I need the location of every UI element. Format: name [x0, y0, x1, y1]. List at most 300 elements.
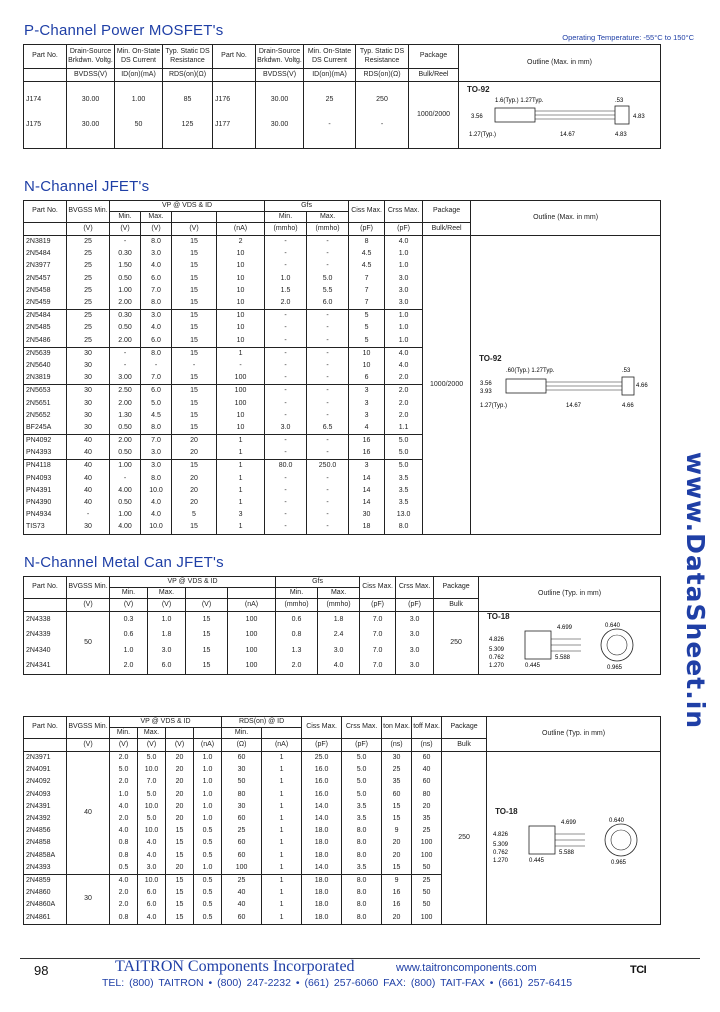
mcan2-r11-pn: 2N4860 [24, 887, 67, 899]
mcan2-r9-c5: 100 [222, 862, 262, 875]
njfet-u-4: (nA) [217, 223, 265, 236]
mcan2-r0-c6: 1 [262, 752, 302, 765]
mcan1-row [24, 612, 661, 628]
pmos-pkg-value: 1000/2000 [409, 82, 459, 149]
njfet-r1-c1: 25 [67, 248, 110, 260]
mcan2-r7-c6: 1 [262, 837, 302, 849]
mcan2-r0-c4: 1.0 [194, 752, 222, 765]
mcan2-sub-blank-3 [262, 728, 302, 739]
mcan2-r8-c7: 18.0 [302, 850, 342, 862]
mcan1-dim-7: 0.445 [524, 663, 540, 670]
njfet-r21-c6: - [265, 497, 307, 509]
njfet-r0-c9: 4.0 [385, 236, 423, 249]
mcan1-dim-2: 4.826 [488, 637, 504, 644]
mcan2-h-ciss: Ciss Max. [302, 717, 342, 739]
njfet-r1-c9: 1.0 [385, 248, 423, 260]
njfet-r6-c9: 1.0 [385, 310, 423, 323]
mcan1-r2-pn: 2N4340 [24, 643, 67, 658]
mcan1-r0-c6: 1.8 [318, 612, 360, 628]
njfet-r13-c0: 2N5651 [24, 397, 67, 409]
mcan2-r3-c1: 1.0 [110, 789, 138, 801]
mcan2-r4-c10: 20 [412, 801, 442, 813]
mcan2-r3-c8: 5.0 [342, 789, 382, 801]
njfet-r18-c9: 5.0 [385, 460, 423, 473]
njfet-r22-c4: 5 [172, 509, 217, 521]
mcan2-r10-c9: 9 [382, 874, 412, 887]
njfet-r12-c5: 100 [217, 385, 265, 398]
mcan1-h-bv: BVGSS Min. [67, 577, 110, 599]
pmos-table [23, 44, 661, 149]
njfet-r2-c1: 25 [67, 260, 110, 272]
njfet-h-ciss: Ciss Max. [349, 201, 385, 223]
mcan2-r11-c2: 6.0 [138, 887, 166, 899]
mcan2-r5-c6: 1 [262, 813, 302, 825]
mcan1-r0-c1: 0.3 [110, 612, 148, 628]
mcan2-r7-c3: 15 [166, 837, 194, 849]
mcan2-r0-c9: 30 [382, 752, 412, 765]
njfet-r7-c3: 4.0 [141, 322, 172, 334]
mcan2-r12-c3: 15 [166, 899, 194, 911]
mcan2-r5-c3: 20 [166, 813, 194, 825]
njfet-u-5: (mmho) [265, 223, 307, 236]
njfet-r5-c4: 15 [172, 297, 217, 310]
mcan2-u-6: (nA) [262, 739, 302, 752]
mcan2-r13-c4: 0.5 [194, 911, 222, 924]
njfet-r17-c5: 1 [217, 447, 265, 460]
njfet-r2-c3: 4.0 [141, 260, 172, 272]
pmos-r0-pn: J176 [213, 94, 256, 106]
mcan2-r1-pn: 2N4091 [24, 764, 67, 776]
njfet-r13-c2: 2.00 [110, 397, 141, 409]
njfet-r15-c0: BF245A [24, 422, 67, 435]
mcan1-u-7: (pF) [360, 599, 396, 612]
mcan2-r3-c3: 20 [166, 789, 194, 801]
njfet-r8-c8: 5 [349, 335, 385, 348]
mcan2-outline-label: TO-18 [495, 806, 518, 816]
njfet-sub-blank-2 [217, 212, 265, 223]
mcan2-r12-c2: 6.0 [138, 899, 166, 911]
mcan1-r2-c6: 3.0 [318, 643, 360, 658]
njfet-r20-c2: 4.00 [110, 485, 141, 497]
tci-logo: TCI [630, 964, 647, 976]
mcan2-r2-c4: 1.0 [194, 776, 222, 788]
njfet-r4-c3: 7.0 [141, 285, 172, 297]
mcan1-r0-c2: 1.0 [148, 612, 186, 628]
mcan2-h-vp: VP @ VDS & ID [110, 717, 222, 728]
njfet-r8-c2: 2.00 [110, 335, 141, 348]
mcan2-r4-c1: 4.0 [110, 801, 138, 813]
pmos-h-part: Part No. [24, 45, 67, 69]
pmos-dim-4: 1.27(Typ.) [468, 132, 496, 139]
njfet-r20-c0: PN4391 [24, 485, 67, 497]
pmos-l0-bv: 30.00 [67, 94, 115, 106]
njfet-r18-c2: 1.00 [110, 460, 141, 473]
njfet-r2-c8: 4.5 [349, 260, 385, 272]
njfet-r0-c0: 2N3819 [24, 236, 67, 249]
mcan1-bv-value: 50 [67, 612, 110, 675]
mcan1-h-part: Part No. [24, 577, 67, 599]
njfet-r9-c4: 15 [172, 347, 217, 360]
mcan2-dim-4: 5.309 [492, 841, 508, 848]
mcan1-r1-c7: 7.0 [360, 628, 396, 643]
mcan2-r11-c10: 50 [412, 887, 442, 899]
njfet-r6-c6: - [265, 310, 307, 323]
njfet-r20-c3: 10.0 [141, 485, 172, 497]
pmos-u-blank-2 [213, 69, 256, 82]
mcan2-r6-c8: 8.0 [342, 825, 382, 837]
njfet-r1-c5: 10 [217, 248, 265, 260]
njfet-r17-c3: 3.0 [141, 447, 172, 460]
njfet-r21-c7: - [307, 497, 349, 509]
mcan2-r4-c7: 14.0 [302, 801, 342, 813]
njfet-r21-c4: 20 [172, 497, 217, 509]
njfet-r2-c4: 15 [172, 260, 217, 272]
njfet-r2-c7: - [307, 260, 349, 272]
njfet-r11-c7: - [307, 372, 349, 385]
njfet-r1-c0: 2N5484 [24, 248, 67, 260]
mcan1-r1-pn: 2N4339 [24, 628, 67, 643]
mcan2-r9-c1: 0.5 [110, 862, 138, 875]
mcan2-r4-c4: 1.0 [194, 801, 222, 813]
njfet-r14-c1: 30 [67, 410, 110, 422]
mcan2-r0-c5: 60 [222, 752, 262, 765]
mcan2-r11-c3: 15 [166, 887, 194, 899]
mcan2-u-10: (ns) [412, 739, 442, 752]
njfet-r22-c1: - [67, 509, 110, 521]
mcan2-r7-c2: 4.0 [138, 837, 166, 849]
njfet-r9-c0: 2N5639 [24, 347, 67, 360]
njfet-r1-c6: - [265, 248, 307, 260]
njfet-r6-c2: 0.30 [110, 310, 141, 323]
njfet-u-7: (pF) [349, 223, 385, 236]
njfet-r2-c2: 1.50 [110, 260, 141, 272]
njfet-r5-c0: 2N5459 [24, 297, 67, 310]
njfet-r8-c1: 25 [67, 335, 110, 348]
mcan1-u-6: (mmho) [318, 599, 360, 612]
njfet-r18-c0: PN4118 [24, 460, 67, 473]
mcan2-r9-c6: 1 [262, 862, 302, 875]
njfet-table [23, 200, 661, 535]
mcan2-h-crss: Crss Max. [342, 717, 382, 739]
njfet-r23-c1: 30 [67, 521, 110, 534]
mcan2-r6-c5: 25 [222, 825, 262, 837]
mcan2-r6-c9: 9 [382, 825, 412, 837]
mcan2-u-9: (ns) [382, 739, 412, 752]
njfet-r2-c5: 10 [217, 260, 265, 272]
njfet-r18-c5: 1 [217, 460, 265, 473]
njfet-r7-c1: 25 [67, 322, 110, 334]
mcan1-r0-c3: 15 [186, 612, 228, 628]
pmos-dim-2: 3.56 [470, 114, 483, 121]
mcan1-u-1: (V) [110, 599, 148, 612]
njfet-row [24, 236, 661, 249]
njfet-r17-c1: 40 [67, 447, 110, 460]
njfet-r10-c6: - [265, 360, 307, 372]
mcan1-r1-c6: 2.4 [318, 628, 360, 643]
njfet-r8-c6: - [265, 335, 307, 348]
njfet-r2-c6: - [265, 260, 307, 272]
njfet-r4-c4: 15 [172, 285, 217, 297]
njfet-r18-c7: 250.0 [307, 460, 349, 473]
njfet-u-pkg: Bulk/Reel [423, 223, 471, 236]
mcan2-r6-c7: 18.0 [302, 825, 342, 837]
njfet-r1-c8: 4.5 [349, 248, 385, 260]
mcan1-u-5: (mmho) [276, 599, 318, 612]
mcan2-dim-2: 4.826 [492, 831, 508, 838]
mcan1-h-vp: VP @ VDS & ID [110, 577, 276, 588]
pmos-l0-pn: J174 [24, 94, 67, 106]
njfet-dim-4: 3.93 [479, 388, 492, 395]
njfet-r9-c2: - [110, 347, 141, 360]
njfet-r0-c8: 8 [349, 236, 385, 249]
pmos-dim-5: 14.67 [559, 132, 575, 139]
njfet-r4-c8: 7 [349, 285, 385, 297]
pmos-u-rds-2: RDS(on)(Ω) [356, 69, 409, 82]
mcan2-dim-5: 0.762 [492, 849, 508, 856]
njfet-r4-c1: 25 [67, 285, 110, 297]
njfet-r16-c9: 5.0 [385, 435, 423, 448]
mcan1-r3-c6: 4.0 [318, 659, 360, 675]
mcan1-table [23, 576, 661, 675]
njfet-r22-c5: 3 [217, 509, 265, 521]
mcan2-sub-max: Max. [138, 728, 166, 739]
njfet-r11-c1: 30 [67, 372, 110, 385]
njfet-u-1: (V) [110, 223, 141, 236]
mcan2-r5-c2: 5.0 [138, 813, 166, 825]
mcan2-sub-blank-1 [166, 728, 194, 739]
mcan1-r3-c2: 6.0 [148, 659, 186, 675]
mcan2-r3-c9: 60 [382, 789, 412, 801]
mcan1-u-8: (pF) [396, 599, 434, 612]
njfet-dim-0: .60(Typ.) 1.27Typ. [505, 367, 554, 374]
mcan2-r1-c10: 40 [412, 764, 442, 776]
mcan2-r0-c1: 2.0 [110, 752, 138, 765]
mcan2-r1-c2: 10.0 [138, 764, 166, 776]
mcan2-h-pkg: Package [442, 717, 487, 739]
mcan2-r13-c9: 20 [382, 911, 412, 924]
mcan2-r11-c8: 8.0 [342, 887, 382, 899]
mcan2-r3-c6: 1 [262, 789, 302, 801]
mcan1-sub-min: Min. [110, 588, 148, 599]
njfet-r17-c0: PN4393 [24, 447, 67, 460]
pmos-title: P-Channel Power MOSFET's [24, 22, 224, 39]
mcan2-r7-c5: 60 [222, 837, 262, 849]
njfet-r22-c7: - [307, 509, 349, 521]
mcan2-sub-min: Min. [110, 728, 138, 739]
njfet-r3-c3: 6.0 [141, 273, 172, 285]
mcan2-r11-c5: 40 [222, 887, 262, 899]
watermark [676, 451, 716, 729]
njfet-r14-c8: 3 [349, 410, 385, 422]
njfet-r13-c4: 15 [172, 397, 217, 409]
pmos-l0-rds: 85 [163, 94, 213, 106]
mcan1-r0-c8: 3.0 [396, 612, 434, 628]
njfet-r0-c3: 8.0 [141, 236, 172, 249]
mcan1-dim-4: 5.309 [488, 647, 504, 654]
mcan2-r5-c1: 2.0 [110, 813, 138, 825]
mcan1-dim-6: 1.270 [488, 663, 504, 670]
njfet-r10-c8: 10 [349, 360, 385, 372]
njfet-dim-5: 1.27(Typ.) [479, 402, 507, 409]
mcan1-r3-c3: 15 [186, 659, 228, 675]
mcan2-r8-c6: 1 [262, 850, 302, 862]
njfet-r5-c7: 6.0 [307, 297, 349, 310]
mcan2-r1-c9: 25 [382, 764, 412, 776]
mcan2-r5-c5: 60 [222, 813, 262, 825]
mcan2-dim-6: 1.270 [492, 857, 508, 864]
njfet-r23-c7: - [307, 521, 349, 534]
njfet-r4-c7: 5.5 [307, 285, 349, 297]
njfet-h-part: Part No. [24, 201, 67, 223]
mcan2-r5-c9: 15 [382, 813, 412, 825]
njfet-r23-c2: 4.00 [110, 521, 141, 534]
njfet-r3-c9: 3.0 [385, 273, 423, 285]
mcan2-r9-c4: 1.0 [194, 862, 222, 875]
njfet-dim-3: 4.66 [635, 382, 648, 389]
njfet-r8-c3: 6.0 [141, 335, 172, 348]
mcan2-r0-c10: 60 [412, 752, 442, 765]
mcan2-r3-c2: 5.0 [138, 789, 166, 801]
njfet-u-8: (pF) [385, 223, 423, 236]
mcan2-r10-c2: 10.0 [138, 874, 166, 887]
website-link[interactable]: www.taitroncomponents.com [396, 962, 537, 974]
mcan2-h-rds: RDS(on) @ ID [222, 717, 302, 728]
njfet-r21-c1: 40 [67, 497, 110, 509]
pmos-h-pkg: Package [409, 45, 459, 69]
pmos-r1-rds: - [356, 119, 409, 131]
mcan1-r0-c4: 100 [228, 612, 276, 628]
njfet-r4-c0: 2N5458 [24, 285, 67, 297]
mcan2-u-5: (Ω) [222, 739, 262, 752]
operating-temperature: Operating Temperature: -55°C to 150°C [562, 33, 694, 42]
mcan1-r2-c7: 7.0 [360, 643, 396, 658]
mcan2-r10-c5: 25 [222, 874, 262, 887]
mcan1-sub-min-2: Min. [276, 588, 318, 599]
mcan2-r7-c10: 100 [412, 837, 442, 849]
mcan1-dim-3: 5.588 [554, 655, 570, 662]
njfet-r0-c1: 25 [67, 236, 110, 249]
pmos-u-blank [24, 69, 67, 82]
njfet-r15-c5: 10 [217, 422, 265, 435]
mcan1-h-outline: Outline (Typ. in mm) [479, 577, 661, 612]
njfet-r16-c5: 1 [217, 435, 265, 448]
mcan1-r2-c5: 1.3 [276, 643, 318, 658]
pmos-r1-bv: 30.00 [256, 119, 304, 131]
njfet-r14-c9: 2.0 [385, 410, 423, 422]
mcan2-r2-c1: 2.0 [110, 776, 138, 788]
njfet-h-pkg: Package [423, 201, 471, 223]
mcan2-r1-c4: 1.0 [194, 764, 222, 776]
mcan2-r11-c4: 0.5 [194, 887, 222, 899]
watermark-text: www.DataSheet.in [681, 451, 711, 729]
njfet-r14-c3: 4.5 [141, 410, 172, 422]
mcan1-r3-pn: 2N4341 [24, 659, 67, 675]
mcan2-r0-c7: 25.0 [302, 752, 342, 765]
mcan2-r3-c10: 80 [412, 789, 442, 801]
mcan2-u-pkg: Bulk [442, 739, 487, 752]
pmos-l1-rds: 125 [163, 119, 213, 131]
mcan2-u-3: (V) [166, 739, 194, 752]
njfet-r1-c3: 3.0 [141, 248, 172, 260]
mcan2-dim-1: 0.640 [608, 817, 624, 824]
mcan2-r1-c6: 1 [262, 764, 302, 776]
njfet-r7-c7: - [307, 322, 349, 334]
pmos-u-bv-2: BVDSS(V) [256, 69, 304, 82]
njfet-r15-c2: 0.50 [110, 422, 141, 435]
njfet-r12-c4: 15 [172, 385, 217, 398]
pmos-dim-3: 4.83 [632, 114, 645, 121]
njfet-r8-c9: 1.0 [385, 335, 423, 348]
mcan1-r3-c1: 2.0 [110, 659, 148, 675]
njfet-r16-c3: 7.0 [141, 435, 172, 448]
mcan2-r2-c8: 5.0 [342, 776, 382, 788]
njfet-r9-c6: - [265, 347, 307, 360]
njfet-r3-c8: 7 [349, 273, 385, 285]
mcan2-u-8: (pF) [342, 739, 382, 752]
mcan1-r0-pn: 2N4338 [24, 612, 67, 628]
mcan1-u-0: (V) [67, 599, 110, 612]
njfet-r13-c6: - [265, 397, 307, 409]
njfet-r14-c0: 2N5652 [24, 410, 67, 422]
mcan1-r2-c8: 3.0 [396, 643, 434, 658]
njfet-dim-7: 4.66 [621, 402, 634, 409]
mcan1-r1-c2: 1.8 [148, 628, 186, 643]
njfet-r4-c9: 3.0 [385, 285, 423, 297]
mcan2-r2-c10: 60 [412, 776, 442, 788]
mcan1-r0-c5: 0.6 [276, 612, 318, 628]
mcan1-h-crss: Crss Max. [396, 577, 434, 599]
mcan2-r10-c1: 4.0 [110, 874, 138, 887]
mcan1-dim-5: 0.762 [488, 655, 504, 662]
njfet-r16-c4: 20 [172, 435, 217, 448]
mcan2-r8-pn: 2N4858A [24, 850, 67, 862]
mcan2-r5-c10: 35 [412, 813, 442, 825]
mcan2-r9-c2: 3.0 [138, 862, 166, 875]
mcan2-r4-c8: 3.5 [342, 801, 382, 813]
mcan2-r6-c1: 4.0 [110, 825, 138, 837]
njfet-r12-c2: 2.50 [110, 385, 141, 398]
njfet-r22-c0: PN4934 [24, 509, 67, 521]
mcan1-u-pkg: Bulk [434, 599, 479, 612]
njfet-r10-c7: - [307, 360, 349, 372]
njfet-r10-c3: - [141, 360, 172, 372]
njfet-r16-c1: 40 [67, 435, 110, 448]
njfet-h-gfs: Gfs [265, 201, 349, 212]
njfet-r11-c2: 3.00 [110, 372, 141, 385]
mcan2-r11-c7: 18.0 [302, 887, 342, 899]
pmos-r0-id: 25 [304, 94, 356, 106]
mcan2-r13-c10: 100 [412, 911, 442, 924]
pmos-l0-id: 1.00 [115, 94, 163, 106]
mcan1-sub-blank-2 [228, 588, 276, 599]
njfet-r10-c5: - [217, 360, 265, 372]
pmos-h-rds-2: Typ. Static DS Resistance [356, 45, 409, 69]
njfet-r18-c3: 3.0 [141, 460, 172, 473]
njfet-r16-c0: PN4092 [24, 435, 67, 448]
mcan2-r8-c2: 4.0 [138, 850, 166, 862]
njfet-r19-c4: 20 [172, 473, 217, 485]
mcan2-dim-3: 5.588 [558, 849, 574, 856]
mcan2-r10-c7: 18.0 [302, 874, 342, 887]
njfet-r17-c6: - [265, 447, 307, 460]
mcan1-sub-max: Max. [148, 588, 186, 599]
njfet-r15-c3: 8.0 [141, 422, 172, 435]
njfet-r20-c6: - [265, 485, 307, 497]
mcan2-r2-c3: 20 [166, 776, 194, 788]
njfet-r9-c9: 4.0 [385, 347, 423, 360]
mcan2-r0-pn: 2N3971 [24, 752, 67, 765]
njfet-r0-c2: - [110, 236, 141, 249]
